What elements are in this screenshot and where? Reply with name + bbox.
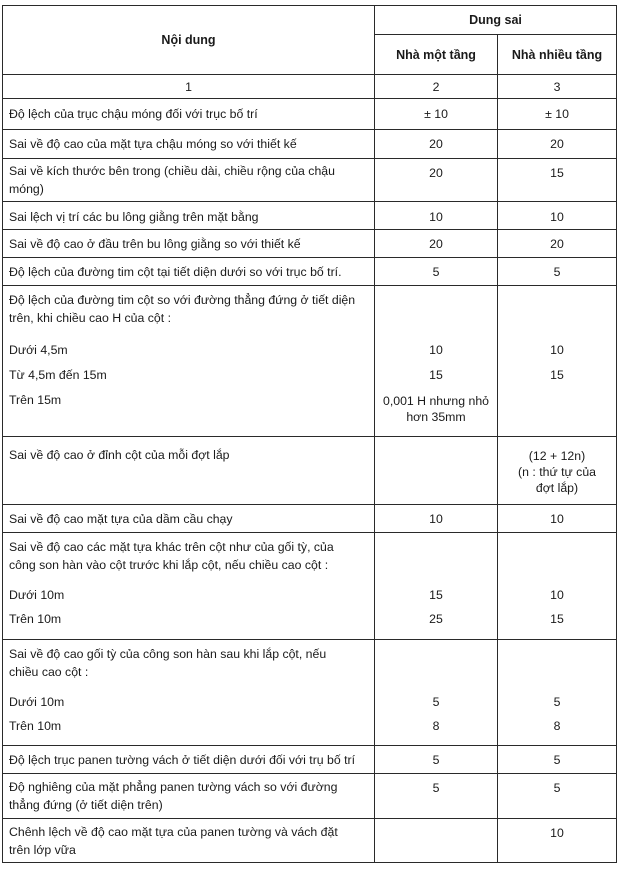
row-text-line2: trên lớp vữa bbox=[9, 843, 76, 857]
table-row bbox=[3, 774, 617, 819]
row-multi-l2: (n : thứ tự của bbox=[518, 465, 596, 479]
row-single: 20 bbox=[429, 237, 443, 251]
row-text-line1: Sai về độ cao các mặt tựa khác trên cột như của gối tỳ, của bbox=[9, 540, 334, 554]
col-num-1: 1 bbox=[3, 75, 375, 99]
row-multi: 20 bbox=[550, 137, 564, 151]
row-text-line1: Độ lệch của đường tim cột so với đường thẳng đứng ở tiết diện bbox=[9, 293, 356, 307]
table-row bbox=[3, 746, 617, 774]
row-multi: 10 bbox=[550, 210, 564, 224]
row-multi: 5 bbox=[553, 753, 561, 767]
header-multi-storey bbox=[498, 35, 617, 75]
row-multi-l1: (12 + 12n) bbox=[528, 449, 586, 463]
tolerance-table bbox=[2, 5, 617, 863]
row-multi: ± 10 bbox=[545, 107, 569, 121]
table-row bbox=[3, 99, 617, 130]
row-text: Sai về độ cao ở đầu trên bu lông giằng so với thiết kế bbox=[9, 237, 301, 251]
row-text: Sai về độ cao của mặt tựa chậu móng so với thiết kế bbox=[9, 137, 297, 151]
sub-row-label: Trên 10m bbox=[9, 719, 62, 733]
table-row bbox=[3, 202, 617, 230]
row-text-line2: trên, khi chiều cao H của cột : bbox=[9, 311, 171, 325]
row-single: ± 10 bbox=[424, 107, 448, 121]
sub-row-single: 8 bbox=[432, 719, 440, 733]
sub-row-multi: 10 bbox=[550, 588, 564, 602]
sub-row-label: Dưới 4,5m bbox=[9, 343, 68, 357]
header-single-label: Nhà một tầng bbox=[396, 47, 476, 62]
row-multi: 20 bbox=[550, 237, 564, 251]
row-multi: 5 bbox=[553, 781, 561, 795]
sub-row-multi: 10 bbox=[550, 343, 564, 357]
row-single: 20 bbox=[429, 166, 443, 180]
table-row bbox=[3, 505, 617, 533]
row-text: Sai lệch vị trí các bu lông giằng trên mặt bằng bbox=[9, 210, 259, 224]
sub-row-single-l2: hơn 35mm bbox=[406, 410, 466, 424]
table-row bbox=[3, 819, 617, 863]
row-single: 10 bbox=[429, 210, 443, 224]
row-text-line1: Độ nghiêng của mặt phẳng panen tường vách so với đường bbox=[9, 780, 338, 794]
row-text-line2: chiều cao cột : bbox=[9, 665, 89, 679]
table-row bbox=[3, 159, 617, 202]
row-text-line1: Sai về độ cao gối tỳ của công son hàn sau khi lắp cột, nếu bbox=[9, 647, 327, 661]
sub-row-single: 5 bbox=[432, 695, 440, 709]
header-tolerance-label: Dung sai bbox=[469, 13, 522, 27]
sub-row-label: Dưới 10m bbox=[9, 695, 65, 709]
row-multi: 10 bbox=[550, 826, 564, 840]
sub-row-multi: 15 bbox=[550, 612, 564, 626]
row-text: Sai về độ cao mặt tựa của dầm cầu chạy bbox=[9, 512, 233, 526]
sub-row-label: Dưới 10m bbox=[9, 588, 65, 602]
sub-row-single: 25 bbox=[429, 612, 443, 626]
header-tolerance bbox=[375, 6, 617, 35]
row-single: 10 bbox=[429, 512, 443, 526]
row-multi-l3: đợt lắp) bbox=[535, 481, 579, 495]
row-multi: 15 bbox=[550, 166, 564, 180]
sub-row-single: 15 bbox=[429, 368, 443, 382]
header-content-label: Nội dung bbox=[161, 33, 216, 47]
column-number-row bbox=[3, 75, 617, 99]
row-single bbox=[375, 819, 497, 841]
row-text-line1: Sai về kích thước bên trong (chiều dài, chiều rộng của chậu bbox=[9, 164, 335, 178]
row-text-line2: thẳng đứng (ở tiết diện trên) bbox=[9, 798, 163, 812]
sub-row-label: Từ 4,5m đến 15m bbox=[9, 368, 107, 382]
table-row bbox=[3, 130, 617, 159]
row-text: Độ lệch của trục chậu móng đối với trục bố trí bbox=[9, 107, 258, 121]
row-text: Độ lệch trục panen tường vách ở tiết diện dưới đối với trụ bố trí bbox=[9, 753, 356, 767]
sub-row-label: Trên 15m bbox=[9, 393, 62, 407]
sub-row-multi: 15 bbox=[550, 368, 564, 382]
header-content bbox=[3, 6, 375, 75]
row-text: Độ lệch của đường tim cột tại tiết diện dưới so với trục bố trí. bbox=[9, 265, 342, 279]
sub-row-single: 10 bbox=[429, 343, 443, 357]
header-single-storey bbox=[375, 35, 498, 75]
sub-row-single: 15 bbox=[429, 588, 443, 602]
col-num-2: 2 bbox=[375, 75, 498, 99]
table-row bbox=[3, 230, 617, 258]
row-single: 5 bbox=[432, 265, 440, 279]
row-text-line2: công son hàn vào cột trước khi lắp cột, nếu chiều cao cột : bbox=[9, 558, 329, 572]
sub-row-single-l1: 0,001 H nhưng nhỏ bbox=[382, 394, 489, 408]
row-multi: 10 bbox=[550, 512, 564, 526]
row-single: 20 bbox=[429, 137, 443, 151]
row-text: Sai về độ cao ở đỉnh cột của mỗi đợt lắp bbox=[9, 448, 230, 462]
row-text-line2: móng) bbox=[9, 182, 44, 196]
header-multi-label: Nhà nhiều tầng bbox=[511, 47, 603, 62]
sub-row-label: Trên 10m bbox=[9, 612, 62, 626]
table-row bbox=[3, 533, 617, 640]
table-row bbox=[3, 286, 617, 437]
sub-row-multi: 5 bbox=[553, 695, 561, 709]
table-row bbox=[3, 437, 617, 505]
table-row bbox=[3, 640, 617, 746]
sub-row-multi: 8 bbox=[553, 719, 561, 733]
row-text-line1: Chênh lệch về độ cao mặt tựa của panen tường và vách đặt bbox=[9, 825, 338, 839]
row-multi: 5 bbox=[553, 265, 561, 279]
row-single: 5 bbox=[432, 753, 440, 767]
table-row bbox=[3, 258, 617, 286]
row-single bbox=[375, 437, 497, 459]
row-single: 5 bbox=[432, 781, 440, 795]
col-num-3: 3 bbox=[498, 75, 617, 99]
